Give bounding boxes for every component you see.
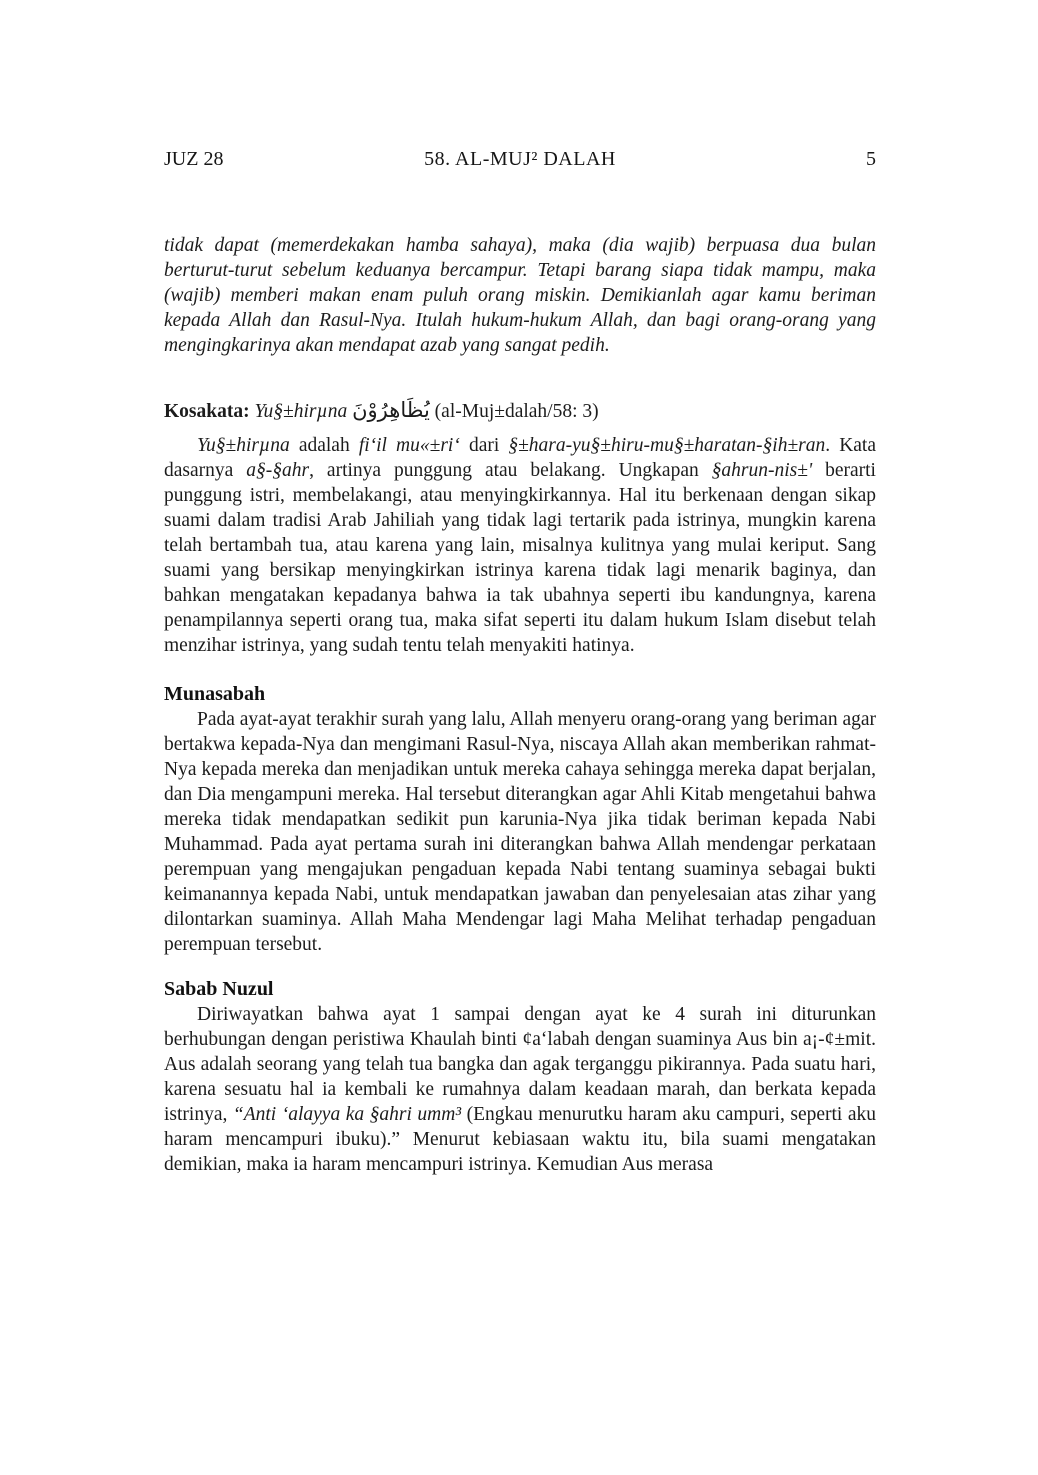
text-segment: Diriwayatkan bahwa ayat 1 sampai dengan ayat ke 4 surah ini diturunkan berhubungan dengan peristiwa Khaulah binti ¢a‘labah dengan suaminya Aus bin a¡-¢±mit. Aus adalah seorang yang telah tua bangka dan agak terganggu pikirannya. Pada suatu hari, karena sesuatu hal ia kembali ke rumahnya dalam keadaan marah, dan berkata kepada istrinya, [164,1004,876,1125]
sabab-nuzul-heading: Sabab Nuzul [164,978,274,1000]
text-segment: . Kata dasarnya [164,435,877,481]
page-body [164,233,876,1177]
text-segment: Kosakata: [164,401,255,422]
text-segment: §ahrun-nis±' [711,460,813,481]
arabic-text: يُظَاهِرُوْنَ [352,398,430,422]
text-segment: §±hara-yu§±hiru-mu§±haratan-§ih±ran [508,435,826,456]
page-header [164,147,876,172]
translation-continuation-paragraph [164,233,876,358]
text-segment: Yu§±hirµna [197,435,290,456]
munasabah-paragraph [164,707,876,957]
header-page-number: 5 [866,148,876,170]
text-segment: tidak dapat (memerdekakan hamba sahaya), maka (dia wajib) berpuasa dua bulan berturut-turut sebelum keduanya bercampur. Tetapi barang siapa tidak mampu, maka (wajib) memberi makan enam puluh orang miskin. Demikianlah agar kamu beriman kepada Allah dan Rasul-Nya. Itulah hukum-hukum Allah, dan bagi orang-orang yang mengingkarinya akan mendapat azab yang sangat pedih. [164,235,876,356]
text-segment: a§-§ahr [246,460,310,481]
text-segment: berarti punggung istri, membelakangi, atau menyingkirkannya. Hal itu berkenaan dengan sikap suami dalam tradisi Arab Jahiliah yang tidak lagi tertarik pada istrinya, mungkin karena telah bertambah tua, atau karena yang lain, misalnya kulitnya yang mulai keriput. Sang suami yang bersikap menyingkirkan istrinya karena tidak lagi menarik baginya, dan bahkan mengatakan kepadanya bahwa ia tak ubahnya seperti ibu kandungnya, karena penampilannya seperti orang tua, maka sifat seperti itu dalam hukum Islam disebut telah menzihar istrinya, yang sudah tentu telah menyakiti hatinya. [164,460,876,656]
text-segment: (al-Muj±dalah/58: 3) [429,401,599,422]
text-segment: , artinya punggung atau belakang. Ungkapan [309,460,712,481]
text-segment: Pada ayat-ayat terakhir surah yang lalu, Allah menyeru orang-orang yang beriman agar bertakwa kepada-Nya dan mengimani Rasul-Nya, niscaya Allah akan memberikan rahmat-Nya kepada mereka dan menjadikan untuk mereka cahaya sehingga mereka dapat berjalan, dan Dia mengampuni mereka. Hal tersebut diterangkan agar Ahli Kitab mengetahui bahwa mereka tidak mendapatkan sedikit pun karunia-Nya jika tidak beriman kepada Nabi Muhammad. Pada ayat pertama surah ini diterangkan bahwa Allah mendengar perkataan perempuan yang mengajukan pengaduan kepada Nabi tentang suaminya sebagai bukti keimanannya kepada Nabi, untuk mendapatkan jawaban dan penyelesaian atas zihar yang dilontarkan suaminya. Allah Maha Mendengar lagi Maha Melihat terhadap pengaduan perempuan tersebut. [164,709,876,955]
text-segment: adalah [289,435,359,456]
header-juz-label: JUZ 28 [164,148,224,170]
header-surah-title: 58. AL-MUJ² DALAH [424,148,616,170]
sabab-nuzul-paragraph [164,1002,876,1177]
kosakata-explanation-paragraph [164,433,876,658]
text-segment: (Engkau menurutku haram aku campuri, seperti aku haram mencampuri ibuku).” Menurut kebiasaan waktu itu, bila suami mengatakan demikian, maka ia haram mencampuri istrinya. Kemudian Aus merasa [164,1104,876,1175]
text-segment: “Anti ‘alayya ka §ahri umm³ [232,1104,462,1125]
text-segment: Yu§±hirµna [254,401,353,422]
text-segment: dari [459,435,509,456]
munasabah-heading: Munasabah [164,683,266,705]
kosakata-line [164,394,876,428]
text-segment: fi‘il mu«±ri‘ [358,435,460,456]
